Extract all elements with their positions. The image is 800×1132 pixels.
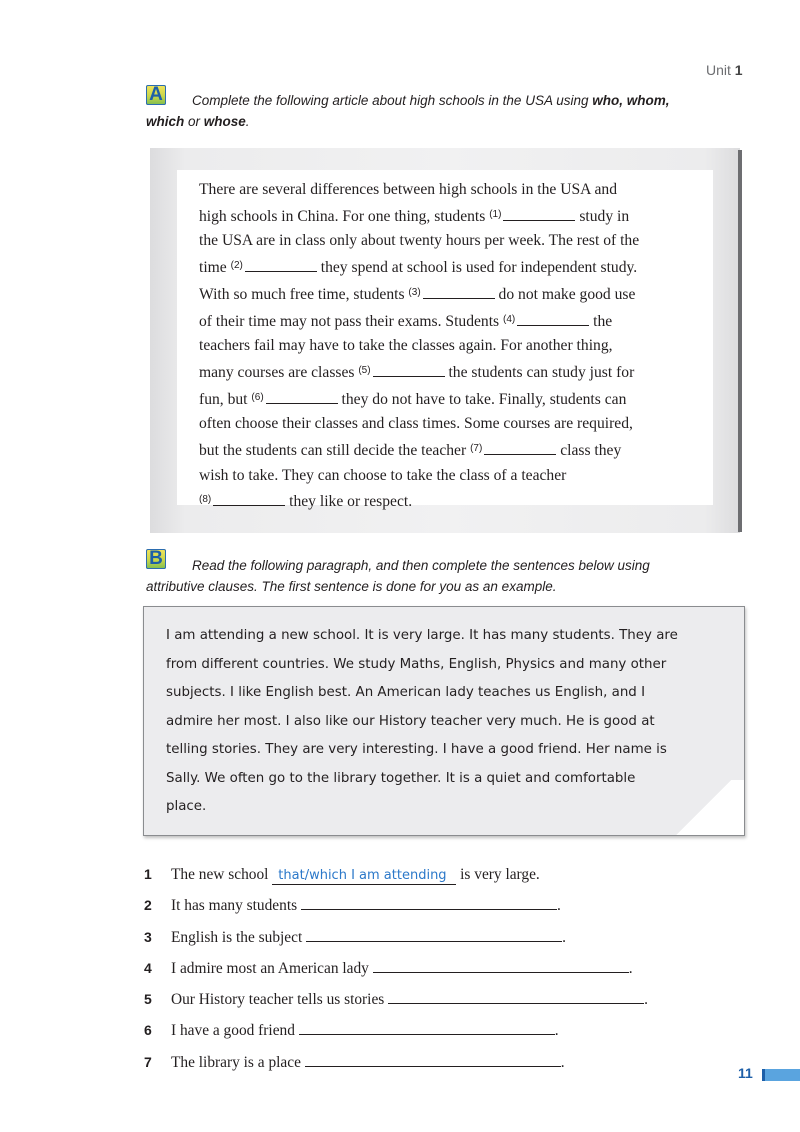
sentence-item bbox=[144, 925, 704, 956]
article-line: many courses are classes $^{(5)}$ the students can study just for bbox=[199, 363, 635, 381]
page-number: 11 bbox=[738, 1065, 753, 1081]
sentence-item bbox=[144, 1050, 704, 1081]
blank-number: (8) bbox=[199, 494, 212, 506]
sentence-number: 2 bbox=[144, 897, 152, 914]
paragraph-line: subjects. I like English best. An American lady teaches us English, and I bbox=[166, 685, 646, 700]
blank-number: (5) bbox=[358, 364, 371, 376]
sentence-number: 6 bbox=[144, 1022, 152, 1039]
sentence-item bbox=[144, 862, 704, 893]
sentence-start: The library is a place bbox=[171, 1053, 305, 1071]
article-box-shadow bbox=[738, 150, 742, 532]
article-line: but the students can still decide the teacher $^{(7)}$ class they bbox=[199, 442, 622, 460]
sentence-start: I admire most an American lady bbox=[171, 959, 373, 977]
sentence-start: It has many students bbox=[171, 897, 301, 915]
page-number-tab bbox=[762, 1069, 800, 1081]
unit-word: Unit bbox=[706, 62, 731, 78]
answer-line[interactable] bbox=[305, 1050, 561, 1067]
article-line: often choose their classes and class times. Some courses are required, bbox=[199, 415, 633, 433]
section-a-instruction: Complete the following article about high schools in the USA using who, whom, which or whose. bbox=[146, 93, 670, 129]
sentence-start: The new school bbox=[171, 866, 273, 883]
sentence-item bbox=[144, 987, 704, 1018]
sentence-number: 1 bbox=[144, 866, 152, 882]
answer-blank[interactable] bbox=[266, 389, 338, 404]
sentence-number: 4 bbox=[144, 959, 152, 976]
answer-line[interactable] bbox=[373, 956, 629, 973]
answer-blank[interactable] bbox=[245, 257, 317, 272]
sentence-list bbox=[144, 862, 704, 1081]
article-line: wish to take. They can choose to take the class of a teacher bbox=[199, 466, 567, 484]
sentence-item bbox=[144, 1018, 704, 1049]
blank-number: (6) bbox=[251, 391, 264, 403]
sentence-start: English is the subject bbox=[171, 928, 307, 946]
article-line: high schools in China. For one thing, students $^{(1)}$ study in bbox=[199, 207, 630, 225]
blank-number: (2) bbox=[230, 260, 243, 272]
sentence-start: Our History teacher tells us stories bbox=[171, 991, 389, 1009]
article-line: With so much free time, students $^{(3)}$ do not make good use bbox=[199, 285, 636, 303]
article-text bbox=[199, 178, 699, 515]
blank-number: (1) bbox=[489, 208, 502, 220]
sentence-number: 3 bbox=[144, 928, 152, 945]
article-line: the USA are in class only about twenty hours per week. The rest of the bbox=[199, 232, 640, 250]
blank-number: (4) bbox=[503, 313, 516, 325]
sentence-end: . bbox=[554, 1022, 559, 1040]
sentence-number: 7 bbox=[144, 1053, 152, 1070]
paragraph-line: place. bbox=[166, 799, 207, 814]
blank-number: (7) bbox=[470, 443, 483, 455]
answer-blank[interactable] bbox=[517, 311, 589, 326]
sentence-end: . bbox=[560, 1053, 565, 1071]
article-line: teachers fail may have to take the classes again. For another thing, bbox=[199, 337, 613, 355]
sentence-number: 5 bbox=[144, 991, 152, 1008]
answer-line[interactable] bbox=[299, 1018, 555, 1035]
sentence-end: . bbox=[556, 897, 561, 915]
article-line: of their time may not pass their exams. Students $^{(4)}$ the bbox=[199, 312, 613, 330]
unit-label bbox=[706, 62, 743, 78]
article-line: fun, but $^{(6)}$ they do not have to take. Finally, students can bbox=[199, 390, 627, 408]
answer-blank[interactable] bbox=[503, 206, 575, 221]
section-b-badge: B bbox=[146, 549, 166, 569]
paragraph-line: admire her most. I also like our History teacher very much. He is good at bbox=[166, 713, 655, 729]
paragraph-line: telling stories. They are very interesting. I have a good friend. Her name is bbox=[166, 742, 667, 757]
section-a-badge: A bbox=[146, 85, 166, 105]
sentence-end: . bbox=[628, 959, 633, 977]
sentence-end: . bbox=[562, 928, 566, 946]
answer-line[interactable] bbox=[306, 925, 562, 942]
sentence-item bbox=[144, 893, 704, 924]
paragraph-line: I am attending a new school. It is very large. It has many students. They are bbox=[166, 628, 678, 643]
blank-number: (3) bbox=[408, 286, 421, 298]
sentence-start: I have a good friend bbox=[171, 1022, 299, 1040]
answer-blank[interactable] bbox=[213, 491, 285, 506]
article-line: time $^{(2)}$ they spend at school is used for independent study. bbox=[199, 259, 638, 277]
answer-blank[interactable] bbox=[373, 362, 445, 377]
article-line: There are several differences between high schools in the USA and bbox=[199, 181, 617, 198]
paragraph-line: from different countries. We study Maths, English, Physics and many other bbox=[166, 656, 667, 672]
article-line: $^{(8)}$ they like or respect. bbox=[199, 493, 413, 511]
paragraph-line: Sally. We often go to the library together. It is a quiet and comfortable bbox=[166, 770, 636, 786]
section-b-instruction: Read the following paragraph, and then complete the sentences below using attributive clauses. The first sentence is done for you as an example. bbox=[146, 558, 650, 594]
answer-blank[interactable] bbox=[484, 440, 556, 455]
example-answer: that/which I am attending bbox=[272, 868, 456, 885]
answer-line[interactable] bbox=[301, 893, 557, 910]
answer-line[interactable] bbox=[388, 987, 644, 1004]
paragraph-text bbox=[166, 622, 736, 822]
answer-blank[interactable] bbox=[423, 284, 495, 299]
unit-number: 1 bbox=[734, 62, 743, 78]
sentence-item bbox=[144, 956, 704, 987]
sentence-end: is very large. bbox=[456, 866, 540, 883]
sentence-end: . bbox=[644, 991, 648, 1009]
